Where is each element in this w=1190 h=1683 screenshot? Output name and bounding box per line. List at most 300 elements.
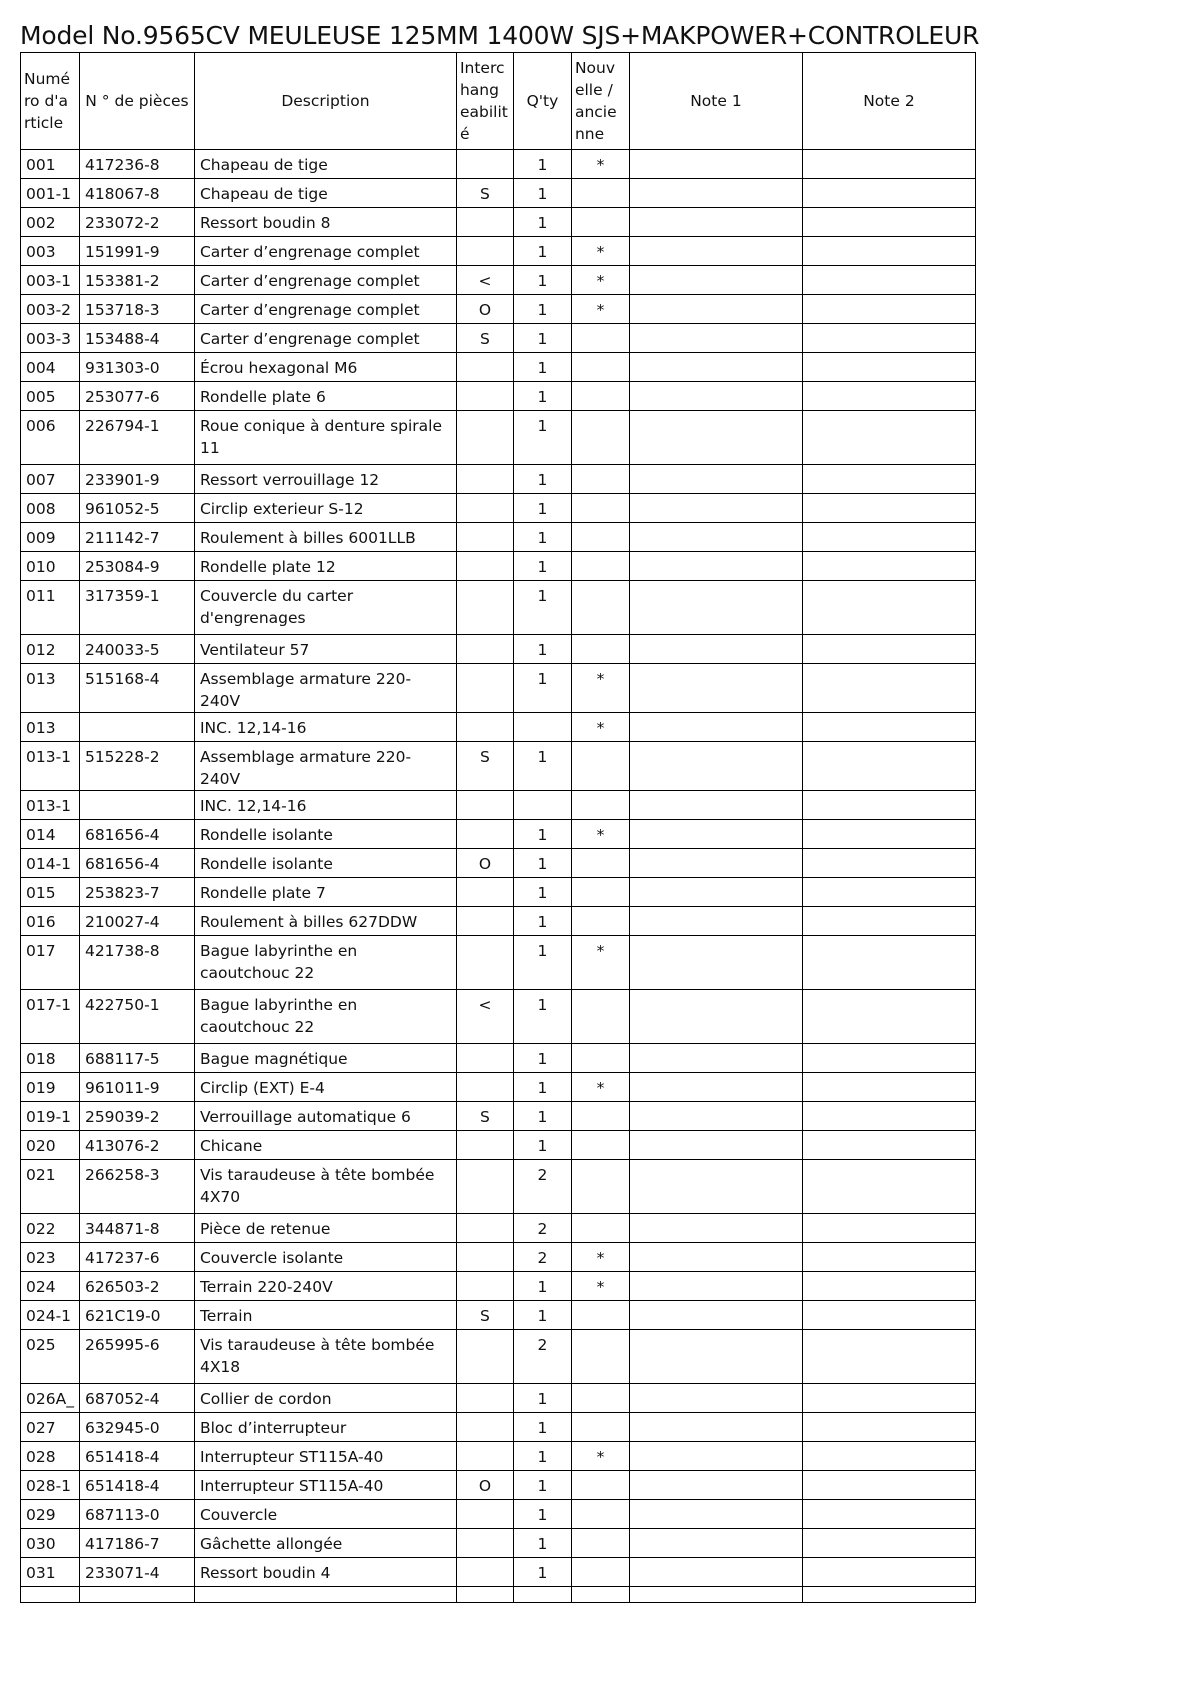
cell-note-2 — [802, 713, 975, 742]
cell-part-number: 688117-5 — [79, 1044, 194, 1073]
cell-note-1 — [629, 820, 802, 849]
cell-interchangeability — [456, 1044, 513, 1073]
table-row — [21, 1243, 976, 1272]
cell-item-number: 016 — [21, 907, 80, 936]
cell-new-old — [571, 878, 629, 907]
cell-part-number: 417236-8 — [79, 150, 194, 179]
cell-quantity: 1 — [513, 237, 571, 266]
cell-interchangeability — [456, 382, 513, 411]
cell-empty — [21, 1587, 80, 1603]
table-row — [21, 150, 976, 179]
cell-item-number: 006 — [21, 411, 80, 465]
cell-quantity: 1 — [513, 382, 571, 411]
cell-description: Carter d’engrenage complet — [194, 295, 456, 324]
cell-quantity: 1 — [513, 664, 571, 713]
cell-note-2 — [802, 1529, 975, 1558]
cell-part-number: 211142-7 — [79, 523, 194, 552]
parts-table — [20, 52, 976, 1603]
cell-part-number: 253823-7 — [79, 878, 194, 907]
cell-part-number: 961052-5 — [79, 494, 194, 523]
cell-description: Écrou hexagonal M6 — [194, 353, 456, 382]
cell-interchangeability — [456, 1243, 513, 1272]
table-row — [21, 523, 976, 552]
cell-item-number: 030 — [21, 1529, 80, 1558]
cell-new-old: * — [571, 713, 629, 742]
cell-interchangeability: S — [456, 742, 513, 791]
table-row — [21, 266, 976, 295]
cell-note-1 — [629, 353, 802, 382]
cell-description: Bague labyrinthe en caoutchouc 22 — [194, 990, 456, 1044]
cell-description: Bague magnétique — [194, 1044, 456, 1073]
cell-new-old — [571, 552, 629, 581]
cell-new-old: * — [571, 1243, 629, 1272]
cell-new-old — [571, 1413, 629, 1442]
table-row — [21, 1471, 976, 1500]
cell-part-number: 961011-9 — [79, 1073, 194, 1102]
cell-item-number: 013 — [21, 713, 80, 742]
cell-item-number: 018 — [21, 1044, 80, 1073]
cell-quantity: 1 — [513, 523, 571, 552]
cell-item-number: 001-1 — [21, 179, 80, 208]
cell-note-2 — [802, 1044, 975, 1073]
cell-item-number: 003-3 — [21, 324, 80, 353]
cell-note-2 — [802, 1102, 975, 1131]
cell-description: Vis taraudeuse à tête bombée 4X70 — [194, 1160, 456, 1214]
cell-description: Assemblage armature 220-240V — [194, 664, 456, 713]
cell-description: Couvercle isolante — [194, 1243, 456, 1272]
cell-note-1 — [629, 266, 802, 295]
cell-note-2 — [802, 1471, 975, 1500]
cell-interchangeability — [456, 878, 513, 907]
cell-quantity: 1 — [513, 208, 571, 237]
table-row — [21, 1413, 976, 1442]
cell-quantity: 1 — [513, 907, 571, 936]
cell-note-1 — [629, 581, 802, 635]
cell-interchangeability — [456, 1500, 513, 1529]
cell-interchangeability: < — [456, 266, 513, 295]
cell-new-old — [571, 465, 629, 494]
cell-new-old — [571, 1558, 629, 1587]
cell-note-2 — [802, 1214, 975, 1243]
table-row — [21, 664, 976, 713]
cell-part-number — [79, 713, 194, 742]
cell-part-number: 317359-1 — [79, 581, 194, 635]
table-body — [21, 150, 976, 1603]
cell-description: Couvercle du carter d'engrenages — [194, 581, 456, 635]
cell-interchangeability — [456, 1442, 513, 1471]
cell-note-1 — [629, 791, 802, 820]
cell-interchangeability — [456, 791, 513, 820]
cell-new-old — [571, 791, 629, 820]
cell-item-number: 022 — [21, 1214, 80, 1243]
cell-part-number: 651418-4 — [79, 1442, 194, 1471]
cell-new-old — [571, 382, 629, 411]
cell-item-number: 013 — [21, 664, 80, 713]
cell-interchangeability — [456, 552, 513, 581]
header-note-1: Note 1 — [629, 53, 802, 150]
cell-part-number: 681656-4 — [79, 820, 194, 849]
cell-description: Bague labyrinthe en caoutchouc 22 — [194, 936, 456, 990]
cell-note-1 — [629, 664, 802, 713]
cell-part-number: 515168-4 — [79, 664, 194, 713]
cell-new-old — [571, 179, 629, 208]
table-row — [21, 1558, 976, 1587]
cell-quantity: 1 — [513, 581, 571, 635]
cell-note-1 — [629, 1442, 802, 1471]
cell-note-1 — [629, 324, 802, 353]
cell-note-1 — [629, 1160, 802, 1214]
table-row — [21, 1272, 976, 1301]
cell-note-1 — [629, 1214, 802, 1243]
cell-new-old — [571, 208, 629, 237]
cell-interchangeability — [456, 208, 513, 237]
table-row — [21, 411, 976, 465]
cell-empty — [571, 1587, 629, 1603]
cell-part-number: 515228-2 — [79, 742, 194, 791]
cell-note-1 — [629, 382, 802, 411]
cell-quantity: 1 — [513, 179, 571, 208]
cell-description: Carter d’engrenage complet — [194, 237, 456, 266]
cell-item-number: 011 — [21, 581, 80, 635]
table-row — [21, 1529, 976, 1558]
table-row — [21, 465, 976, 494]
cell-item-number: 003-2 — [21, 295, 80, 324]
cell-quantity: 1 — [513, 353, 571, 382]
cell-new-old — [571, 324, 629, 353]
cell-empty — [629, 1587, 802, 1603]
table-row — [21, 1102, 976, 1131]
header-new-old: Nouv elle / ancie nne — [571, 53, 629, 150]
cell-interchangeability — [456, 1160, 513, 1214]
cell-item-number: 002 — [21, 208, 80, 237]
cell-item-number: 009 — [21, 523, 80, 552]
cell-new-old: * — [571, 820, 629, 849]
cell-quantity: 1 — [513, 266, 571, 295]
table-row — [21, 382, 976, 411]
cell-interchangeability: O — [456, 849, 513, 878]
cell-item-number: 017-1 — [21, 990, 80, 1044]
cell-empty — [79, 1587, 194, 1603]
table-row — [21, 635, 976, 664]
cell-quantity: 1 — [513, 990, 571, 1044]
cell-new-old — [571, 1471, 629, 1500]
cell-part-number: 259039-2 — [79, 1102, 194, 1131]
cell-note-1 — [629, 1529, 802, 1558]
cell-item-number: 013-1 — [21, 742, 80, 791]
cell-note-1 — [629, 1500, 802, 1529]
cell-quantity: 1 — [513, 635, 571, 664]
cell-part-number — [79, 791, 194, 820]
cell-note-2 — [802, 1384, 975, 1413]
cell-item-number: 024-1 — [21, 1301, 80, 1330]
cell-description: Chapeau de tige — [194, 150, 456, 179]
cell-quantity — [513, 791, 571, 820]
cell-description: Rondelle plate 6 — [194, 382, 456, 411]
cell-item-number: 029 — [21, 1500, 80, 1529]
cell-new-old — [571, 1500, 629, 1529]
cell-note-2 — [802, 1243, 975, 1272]
cell-interchangeability: S — [456, 1102, 513, 1131]
cell-new-old — [571, 581, 629, 635]
cell-note-1 — [629, 713, 802, 742]
table-row — [21, 1301, 976, 1330]
cell-quantity: 1 — [513, 150, 571, 179]
cell-quantity: 1 — [513, 1131, 571, 1160]
cell-item-number: 010 — [21, 552, 80, 581]
table-row — [21, 494, 976, 523]
cell-note-2 — [802, 179, 975, 208]
cell-note-1 — [629, 523, 802, 552]
cell-description: Rondelle plate 12 — [194, 552, 456, 581]
cell-new-old: * — [571, 1073, 629, 1102]
cell-new-old — [571, 1044, 629, 1073]
cell-item-number: 024 — [21, 1272, 80, 1301]
cell-item-number: 003-1 — [21, 266, 80, 295]
cell-note-2 — [802, 1413, 975, 1442]
cell-quantity: 1 — [513, 1442, 571, 1471]
cell-interchangeability — [456, 1131, 513, 1160]
cell-note-2 — [802, 1500, 975, 1529]
cell-interchangeability — [456, 820, 513, 849]
table-row — [21, 990, 976, 1044]
cell-item-number: 003 — [21, 237, 80, 266]
cell-description: Circlip (EXT) E-4 — [194, 1073, 456, 1102]
cell-interchangeability — [456, 1330, 513, 1384]
cell-new-old — [571, 1214, 629, 1243]
cell-quantity: 1 — [513, 1301, 571, 1330]
header-part-number: N ° de pièces — [79, 53, 194, 150]
cell-part-number: 253084-9 — [79, 552, 194, 581]
cell-note-1 — [629, 1558, 802, 1587]
cell-note-1 — [629, 635, 802, 664]
cell-interchangeability — [456, 411, 513, 465]
table-row — [21, 208, 976, 237]
cell-part-number: 681656-4 — [79, 849, 194, 878]
cell-quantity: 1 — [513, 1384, 571, 1413]
cell-note-2 — [802, 353, 975, 382]
cell-interchangeability — [456, 1214, 513, 1243]
cell-quantity: 1 — [513, 742, 571, 791]
cell-description: Roulement à billes 627DDW — [194, 907, 456, 936]
cell-note-1 — [629, 878, 802, 907]
cell-empty — [194, 1587, 456, 1603]
table-row — [21, 1160, 976, 1214]
cell-quantity: 1 — [513, 465, 571, 494]
cell-part-number: 226794-1 — [79, 411, 194, 465]
cell-part-number: 153718-3 — [79, 295, 194, 324]
cell-part-number: 233072-2 — [79, 208, 194, 237]
cell-description: Rondelle plate 7 — [194, 878, 456, 907]
cell-interchangeability — [456, 1384, 513, 1413]
cell-note-1 — [629, 179, 802, 208]
table-row — [21, 581, 976, 635]
cell-new-old — [571, 907, 629, 936]
cell-part-number: 418067-8 — [79, 179, 194, 208]
cell-note-2 — [802, 382, 975, 411]
document-title: Model No.9565CV MEULEUSE 125MM 1400W SJS+MAKPOWER+CONTROLEUR — [20, 21, 980, 50]
cell-interchangeability: < — [456, 990, 513, 1044]
cell-part-number: 417237-6 — [79, 1243, 194, 1272]
cell-note-1 — [629, 465, 802, 494]
cell-description: Ressort verrouillage 12 — [194, 465, 456, 494]
cell-note-1 — [629, 1044, 802, 1073]
table-header — [21, 53, 976, 150]
table-row — [21, 713, 976, 742]
cell-part-number: 421738-8 — [79, 936, 194, 990]
cell-quantity: 1 — [513, 324, 571, 353]
cell-description: Verrouillage automatique 6 — [194, 1102, 456, 1131]
cell-quantity: 1 — [513, 494, 571, 523]
cell-note-2 — [802, 1073, 975, 1102]
cell-note-2 — [802, 878, 975, 907]
cell-note-2 — [802, 411, 975, 465]
cell-item-number: 001 — [21, 150, 80, 179]
cell-part-number: 233071-4 — [79, 1558, 194, 1587]
cell-note-1 — [629, 150, 802, 179]
cell-item-number: 025 — [21, 1330, 80, 1384]
cell-description: Bloc d’interrupteur — [194, 1413, 456, 1442]
cell-note-2 — [802, 465, 975, 494]
cell-note-1 — [629, 237, 802, 266]
cell-interchangeability — [456, 581, 513, 635]
cell-part-number: 344871-8 — [79, 1214, 194, 1243]
cell-quantity: 1 — [513, 820, 571, 849]
cell-note-2 — [802, 635, 975, 664]
cell-quantity: 1 — [513, 1558, 571, 1587]
cell-item-number: 021 — [21, 1160, 80, 1214]
cell-description: INC. 12,14-16 — [194, 713, 456, 742]
cell-description: Carter d’engrenage complet — [194, 324, 456, 353]
header-quantity: Q'ty — [513, 53, 571, 150]
cell-item-number: 014 — [21, 820, 80, 849]
cell-note-2 — [802, 266, 975, 295]
cell-note-2 — [802, 849, 975, 878]
cell-note-2 — [802, 494, 975, 523]
table-row — [21, 936, 976, 990]
cell-empty — [456, 1587, 513, 1603]
cell-new-old — [571, 990, 629, 1044]
cell-new-old — [571, 523, 629, 552]
cell-note-2 — [802, 324, 975, 353]
cell-note-2 — [802, 552, 975, 581]
cell-note-1 — [629, 1243, 802, 1272]
cell-interchangeability — [456, 150, 513, 179]
table-row — [21, 552, 976, 581]
cell-note-2 — [802, 295, 975, 324]
table-row — [21, 1384, 976, 1413]
cell-interchangeability: S — [456, 324, 513, 353]
cell-note-2 — [802, 742, 975, 791]
cell-new-old — [571, 1102, 629, 1131]
table-row — [21, 324, 976, 353]
cell-item-number: 027 — [21, 1413, 80, 1442]
cell-item-number: 031 — [21, 1558, 80, 1587]
cell-interchangeability — [456, 523, 513, 552]
cell-item-number: 015 — [21, 878, 80, 907]
header-item-number: Numé ro d'a rticle — [21, 53, 80, 150]
cell-interchangeability — [456, 353, 513, 382]
cell-new-old: * — [571, 1272, 629, 1301]
cell-description: Chapeau de tige — [194, 179, 456, 208]
cell-part-number: 626503-2 — [79, 1272, 194, 1301]
cell-quantity: 1 — [513, 1044, 571, 1073]
cell-description: Interrupteur ST115A-40 — [194, 1471, 456, 1500]
cell-part-number: 422750-1 — [79, 990, 194, 1044]
cell-description: Couvercle — [194, 1500, 456, 1529]
cell-quantity: 2 — [513, 1214, 571, 1243]
cell-note-1 — [629, 990, 802, 1044]
cell-new-old — [571, 494, 629, 523]
cell-description: Collier de cordon — [194, 1384, 456, 1413]
cell-interchangeability — [456, 907, 513, 936]
cell-quantity: 1 — [513, 849, 571, 878]
cell-interchangeability — [456, 936, 513, 990]
cell-part-number: 233901-9 — [79, 465, 194, 494]
cell-description: Ventilateur 57 — [194, 635, 456, 664]
cell-new-old — [571, 1131, 629, 1160]
cell-description: Assemblage armature 220-240V — [194, 742, 456, 791]
cell-interchangeability: S — [456, 179, 513, 208]
cell-item-number: 017 — [21, 936, 80, 990]
cell-item-number: 028 — [21, 1442, 80, 1471]
cell-description: Terrain — [194, 1301, 456, 1330]
cell-item-number: 026A_ — [21, 1384, 80, 1413]
cell-quantity: 1 — [513, 1102, 571, 1131]
cell-description: INC. 12,14-16 — [194, 791, 456, 820]
cell-note-1 — [629, 411, 802, 465]
cell-new-old — [571, 742, 629, 791]
cell-note-1 — [629, 1102, 802, 1131]
cell-part-number: 621C19-0 — [79, 1301, 194, 1330]
cell-new-old: * — [571, 936, 629, 990]
cell-description: Chicane — [194, 1131, 456, 1160]
cell-new-old — [571, 1301, 629, 1330]
cell-item-number: 020 — [21, 1131, 80, 1160]
cell-interchangeability — [456, 237, 513, 266]
cell-new-old: * — [571, 664, 629, 713]
cell-item-number: 019 — [21, 1073, 80, 1102]
cell-item-number: 004 — [21, 353, 80, 382]
table-row — [21, 1131, 976, 1160]
cell-empty — [513, 1587, 571, 1603]
cell-interchangeability — [456, 1272, 513, 1301]
cell-new-old — [571, 1384, 629, 1413]
table-row — [21, 907, 976, 936]
cell-interchangeability — [456, 465, 513, 494]
cell-quantity: 1 — [513, 1413, 571, 1442]
cell-part-number: 417186-7 — [79, 1529, 194, 1558]
cell-note-1 — [629, 1384, 802, 1413]
cell-note-1 — [629, 494, 802, 523]
cell-description: Ressort boudin 8 — [194, 208, 456, 237]
cell-note-2 — [802, 820, 975, 849]
cell-item-number: 013-1 — [21, 791, 80, 820]
cell-interchangeability: O — [456, 295, 513, 324]
cell-description: Circlip exterieur S-12 — [194, 494, 456, 523]
table-row — [21, 295, 976, 324]
cell-note-2 — [802, 1131, 975, 1160]
cell-new-old: * — [571, 150, 629, 179]
cell-interchangeability — [456, 494, 513, 523]
cell-interchangeability — [456, 664, 513, 713]
cell-quantity: 1 — [513, 552, 571, 581]
header-description: Description — [194, 53, 456, 150]
cell-part-number: 153381-2 — [79, 266, 194, 295]
cell-part-number: 632945-0 — [79, 1413, 194, 1442]
cell-item-number: 014-1 — [21, 849, 80, 878]
cell-note-1 — [629, 1301, 802, 1330]
cell-note-1 — [629, 1413, 802, 1442]
